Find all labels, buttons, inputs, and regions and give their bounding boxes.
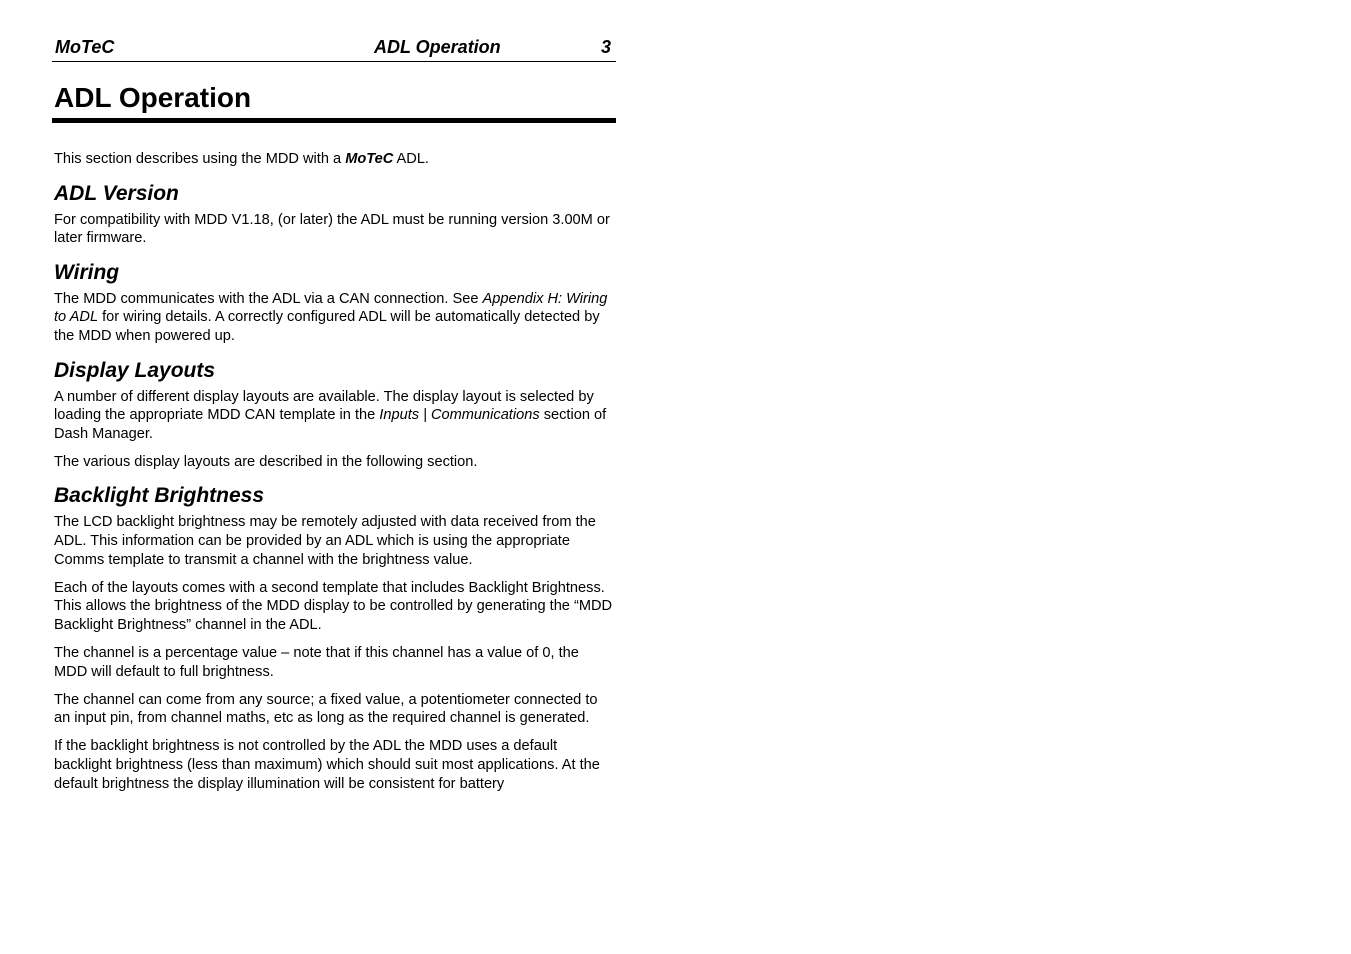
backlight-paragraph-5: If the backlight brightness is not controlled by the ADL the MDD uses a default backlight brightness (less than maximum) which should suit most applications. At the default brightness the display illumination will be consistent for battery <box>54 738 600 792</box>
intro-paragraph <box>54 150 614 169</box>
display-layouts-text-end: section of Dash Manager. <box>54 407 607 442</box>
heading-backlight-brightness: Backlight Brightness <box>54 484 265 508</box>
heading-adl-version: ADL Version <box>54 181 179 205</box>
intro-text: This section describes using the MDD with a <box>54 151 346 167</box>
adl-version-paragraph: For compatibility with MDD V1.18, (or later) the ADL must be running version 3.00M or later firmware. <box>54 211 610 247</box>
wiring-text: The MDD communicates with the ADL via a CAN connection. See <box>54 290 483 307</box>
wiring-appendix-reference: Appendix H: Wiring to ADL <box>54 290 608 326</box>
backlight-paragraph-4: The channel can come from any source; a fixed value, a potentiometer connected to an input pin, from channel maths, etc as long as the required channel is generated. <box>54 691 598 727</box>
header-page-number: 3 <box>600 37 611 57</box>
heading-wiring: Wiring <box>54 260 120 284</box>
header-section-title: ADL Operation <box>374 37 501 57</box>
backlight-paragraph-2: Each of the layouts comes with a second template that includes Backlight Brightness. This allows the brightness of the MDD display to be controlled by generating the “MDD Backlight Brightness” channel in the ADL. <box>54 579 613 633</box>
display-layouts-menu-reference: Inputs | Communications <box>379 407 540 424</box>
header-brand: MoTeC <box>55 37 115 57</box>
heading-display-layouts: Display Layouts <box>54 358 216 382</box>
page-content <box>54 150 614 803</box>
intro-text-end: ADL. <box>393 151 429 167</box>
wiring-paragraph <box>54 290 614 346</box>
running-header <box>52 36 616 62</box>
display-layouts-paragraph-2: The various display layouts are described in the following section. <box>54 453 478 470</box>
intro-brand: MoTeC <box>345 151 394 167</box>
display-layouts-text: A number of different display layouts are available. The display layout is selected by loading the appropriate MDD CAN template in the <box>54 388 594 424</box>
wiring-text-end: for wiring details. A correctly configured ADL will be automatically detected by the MDD when powered up. <box>54 309 600 344</box>
display-layouts-paragraph-1 <box>54 388 614 444</box>
backlight-paragraph-1: The LCD backlight brightness may be remotely adjusted with data received from the ADL. This information can be provided by an ADL which is using the appropriate Comms template to transmit a channel with the brightness value. <box>54 514 596 568</box>
backlight-paragraph-3: The channel is a percentage value – note that if this channel has a value of 0, the MDD will default to full brightness. <box>54 645 579 680</box>
chapter-title <box>52 82 616 123</box>
chapter-title-text: ADL Operation <box>54 82 252 113</box>
